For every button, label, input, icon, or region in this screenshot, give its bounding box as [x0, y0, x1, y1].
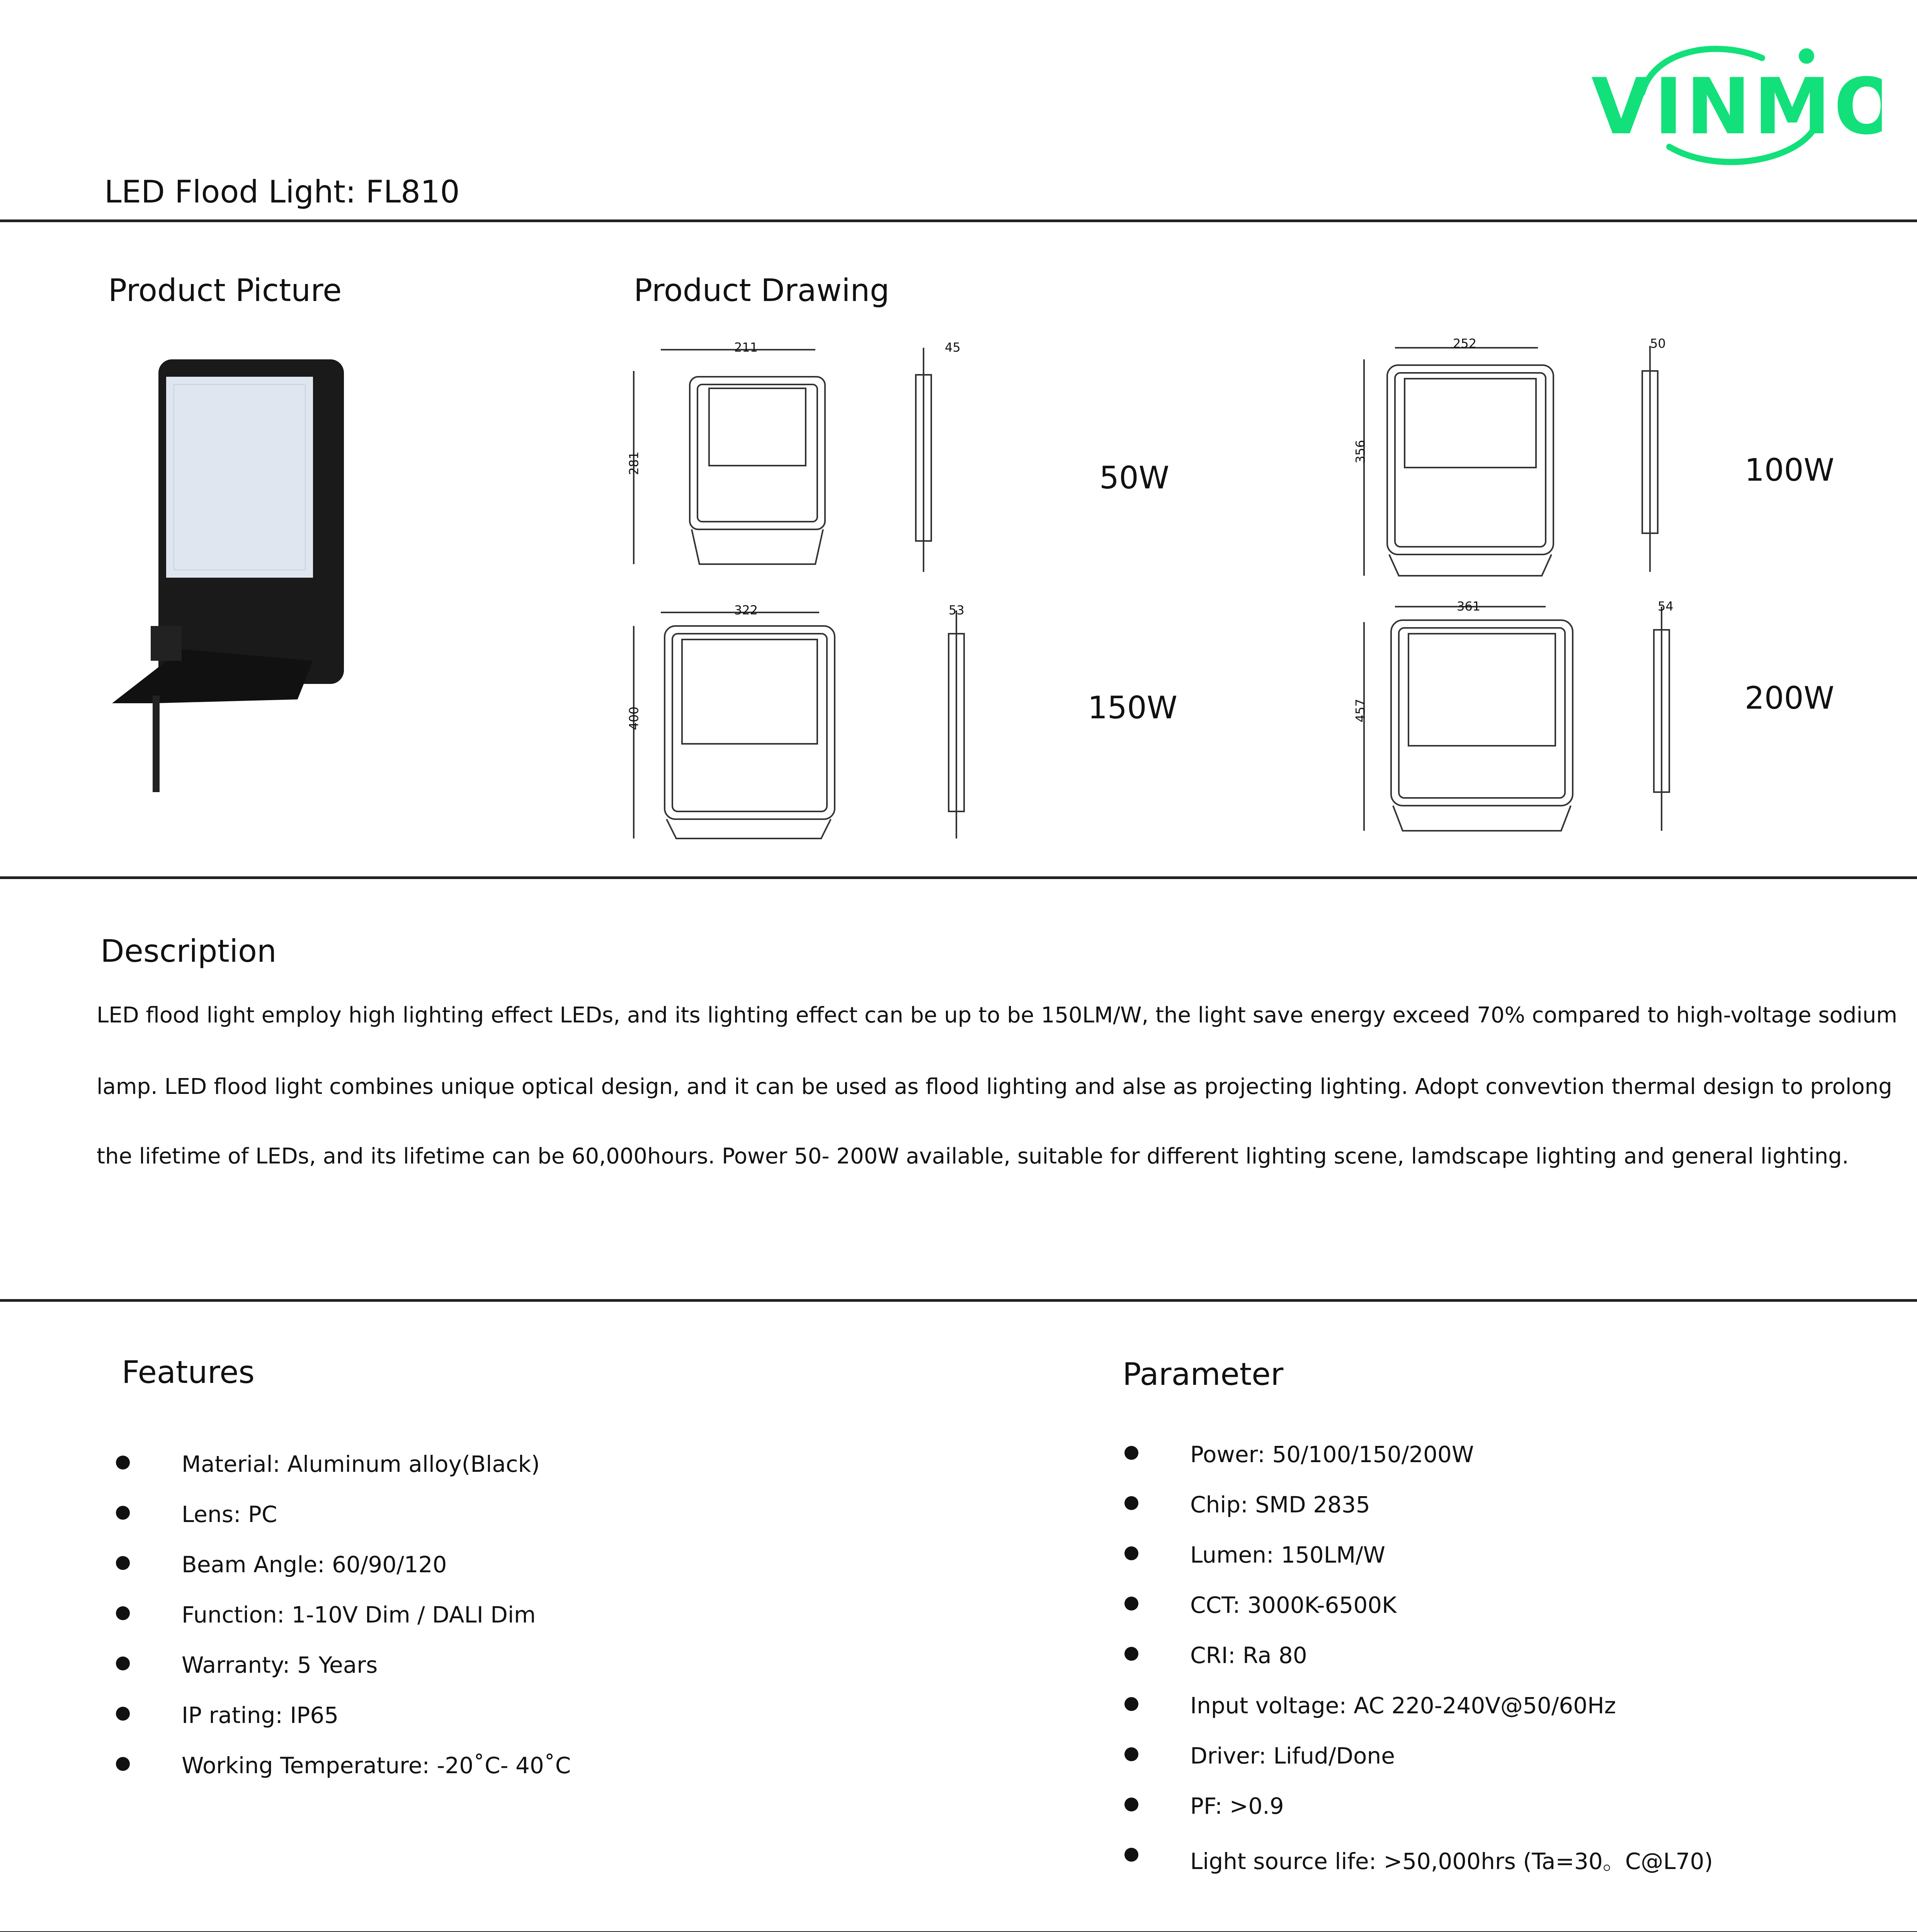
drawing-100w-label: 100W [1745, 452, 1834, 488]
features-heading: Features [122, 1354, 255, 1390]
parameter-bullet-icon [1124, 1496, 1138, 1510]
drawing-50w-width: 211 [734, 340, 758, 355]
parameter-item: Chip: SMD 2835 [1190, 1492, 1370, 1518]
feature-item: Material: Aluminum alloy(Black) [182, 1451, 540, 1477]
drawing-50w-height: 281 [626, 451, 641, 475]
parameter-item: PF: >0.9 [1190, 1793, 1284, 1819]
drawing-150w-height: 400 [626, 706, 641, 730]
drawing-50w-depth: 45 [945, 340, 961, 355]
parameter-bullet-icon [1124, 1798, 1138, 1811]
drawing-100w [1352, 336, 1720, 583]
description-line-1: LED flood light employ high lighting effect LEDs, and its lighting effect can be up to be 150LM/W, the light save energy exceed 70% compared to high-voltage sodium [97, 1003, 1897, 1028]
parameter-bullet-icon [1124, 1747, 1138, 1761]
feature-bullet-icon [116, 1506, 130, 1520]
feature-item: Warranty: 5 Years [182, 1652, 378, 1678]
drawing-50w [626, 340, 974, 580]
drawing-100w-width: 252 [1453, 336, 1477, 351]
parameter-item: Power: 50/100/150/200W [1190, 1441, 1474, 1468]
parameter-item: CCT: 3000K-6500K [1190, 1592, 1397, 1618]
drawing-200w-depth: 54 [1658, 599, 1674, 614]
description-line-2: lamp. LED flood light combines unique optical design, and it can be used as flood lighting and alse as projecting lighting. Adopt convevtion thermal design to prolong [97, 1074, 1892, 1099]
drawing-100w-height: 356 [1353, 440, 1368, 464]
drawing-100w-depth: 50 [1650, 336, 1666, 351]
parameter-bullet-icon [1124, 1546, 1138, 1560]
page-title: LED Flood Light: FL810 [104, 174, 460, 210]
parameter-item: Driver: Lifud/Done [1190, 1743, 1395, 1769]
drawing-divider [0, 876, 1917, 879]
parameter-bullet-icon [1124, 1647, 1138, 1661]
feature-bullet-icon [116, 1556, 130, 1570]
parameter-bullet-icon [1124, 1697, 1138, 1711]
feature-item: Beam Angle: 60/90/120 [182, 1551, 447, 1578]
feature-bullet-icon [116, 1606, 130, 1620]
parameter-item: Lumen: 150LM/W [1190, 1542, 1385, 1568]
description-line-3: the lifetime of LEDs, and its lifetime can be 60,000hours. Power 50- 200W available, suitable for different lighting scene, lamdscape lighting and general lighting. [97, 1144, 1849, 1169]
brand-logo [1588, 35, 1882, 182]
drawing-150w-depth: 53 [949, 603, 964, 617]
feature-bullet-icon [116, 1707, 130, 1721]
parameter-heading: Parameter [1123, 1356, 1284, 1392]
feature-bullet-icon [116, 1656, 130, 1670]
parameter-item: Input voltage: AC 220-240V@50/60Hz [1190, 1692, 1616, 1719]
product-photo [97, 355, 352, 792]
description-divider [0, 1299, 1917, 1302]
drawing-150w-label: 150W [1088, 690, 1177, 726]
drawing-200w-label: 200W [1745, 680, 1834, 716]
drawing-200w [1352, 599, 1720, 846]
feature-bullet-icon [116, 1456, 130, 1469]
feature-item: Function: 1-10V Dim / DALI Dim [182, 1602, 536, 1628]
parameter-bullet-icon [1124, 1597, 1138, 1611]
drawing-150w [626, 603, 974, 846]
drawing-150w-width: 322 [734, 603, 758, 617]
drawing-50w-label: 50W [1099, 460, 1169, 496]
description-heading: Description [100, 933, 277, 969]
product-drawing-heading: Product Drawing [634, 272, 890, 308]
drawing-200w-width: 361 [1457, 599, 1481, 614]
feature-item: Lens: PC [182, 1501, 277, 1527]
logo-swoosh-icon [1588, 35, 1882, 182]
parameter-bullet-icon [1124, 1446, 1138, 1460]
header-divider [0, 219, 1917, 222]
feature-item: IP rating: IP65 [182, 1702, 339, 1728]
feature-item: Working Temperature: -20˚C- 40˚C [182, 1752, 571, 1779]
drawing-200w-height: 457 [1353, 699, 1368, 723]
logo-text: VINMO [1591, 62, 1882, 152]
parameter-item: Light source life: >50,000hrs (Ta=30。C@L70) [1190, 1848, 1713, 1874]
product-picture-heading: Product Picture [108, 272, 342, 308]
parameter-item: CRI: Ra 80 [1190, 1642, 1307, 1668]
parameter-bullet-icon [1124, 1848, 1138, 1862]
feature-bullet-icon [116, 1757, 130, 1771]
